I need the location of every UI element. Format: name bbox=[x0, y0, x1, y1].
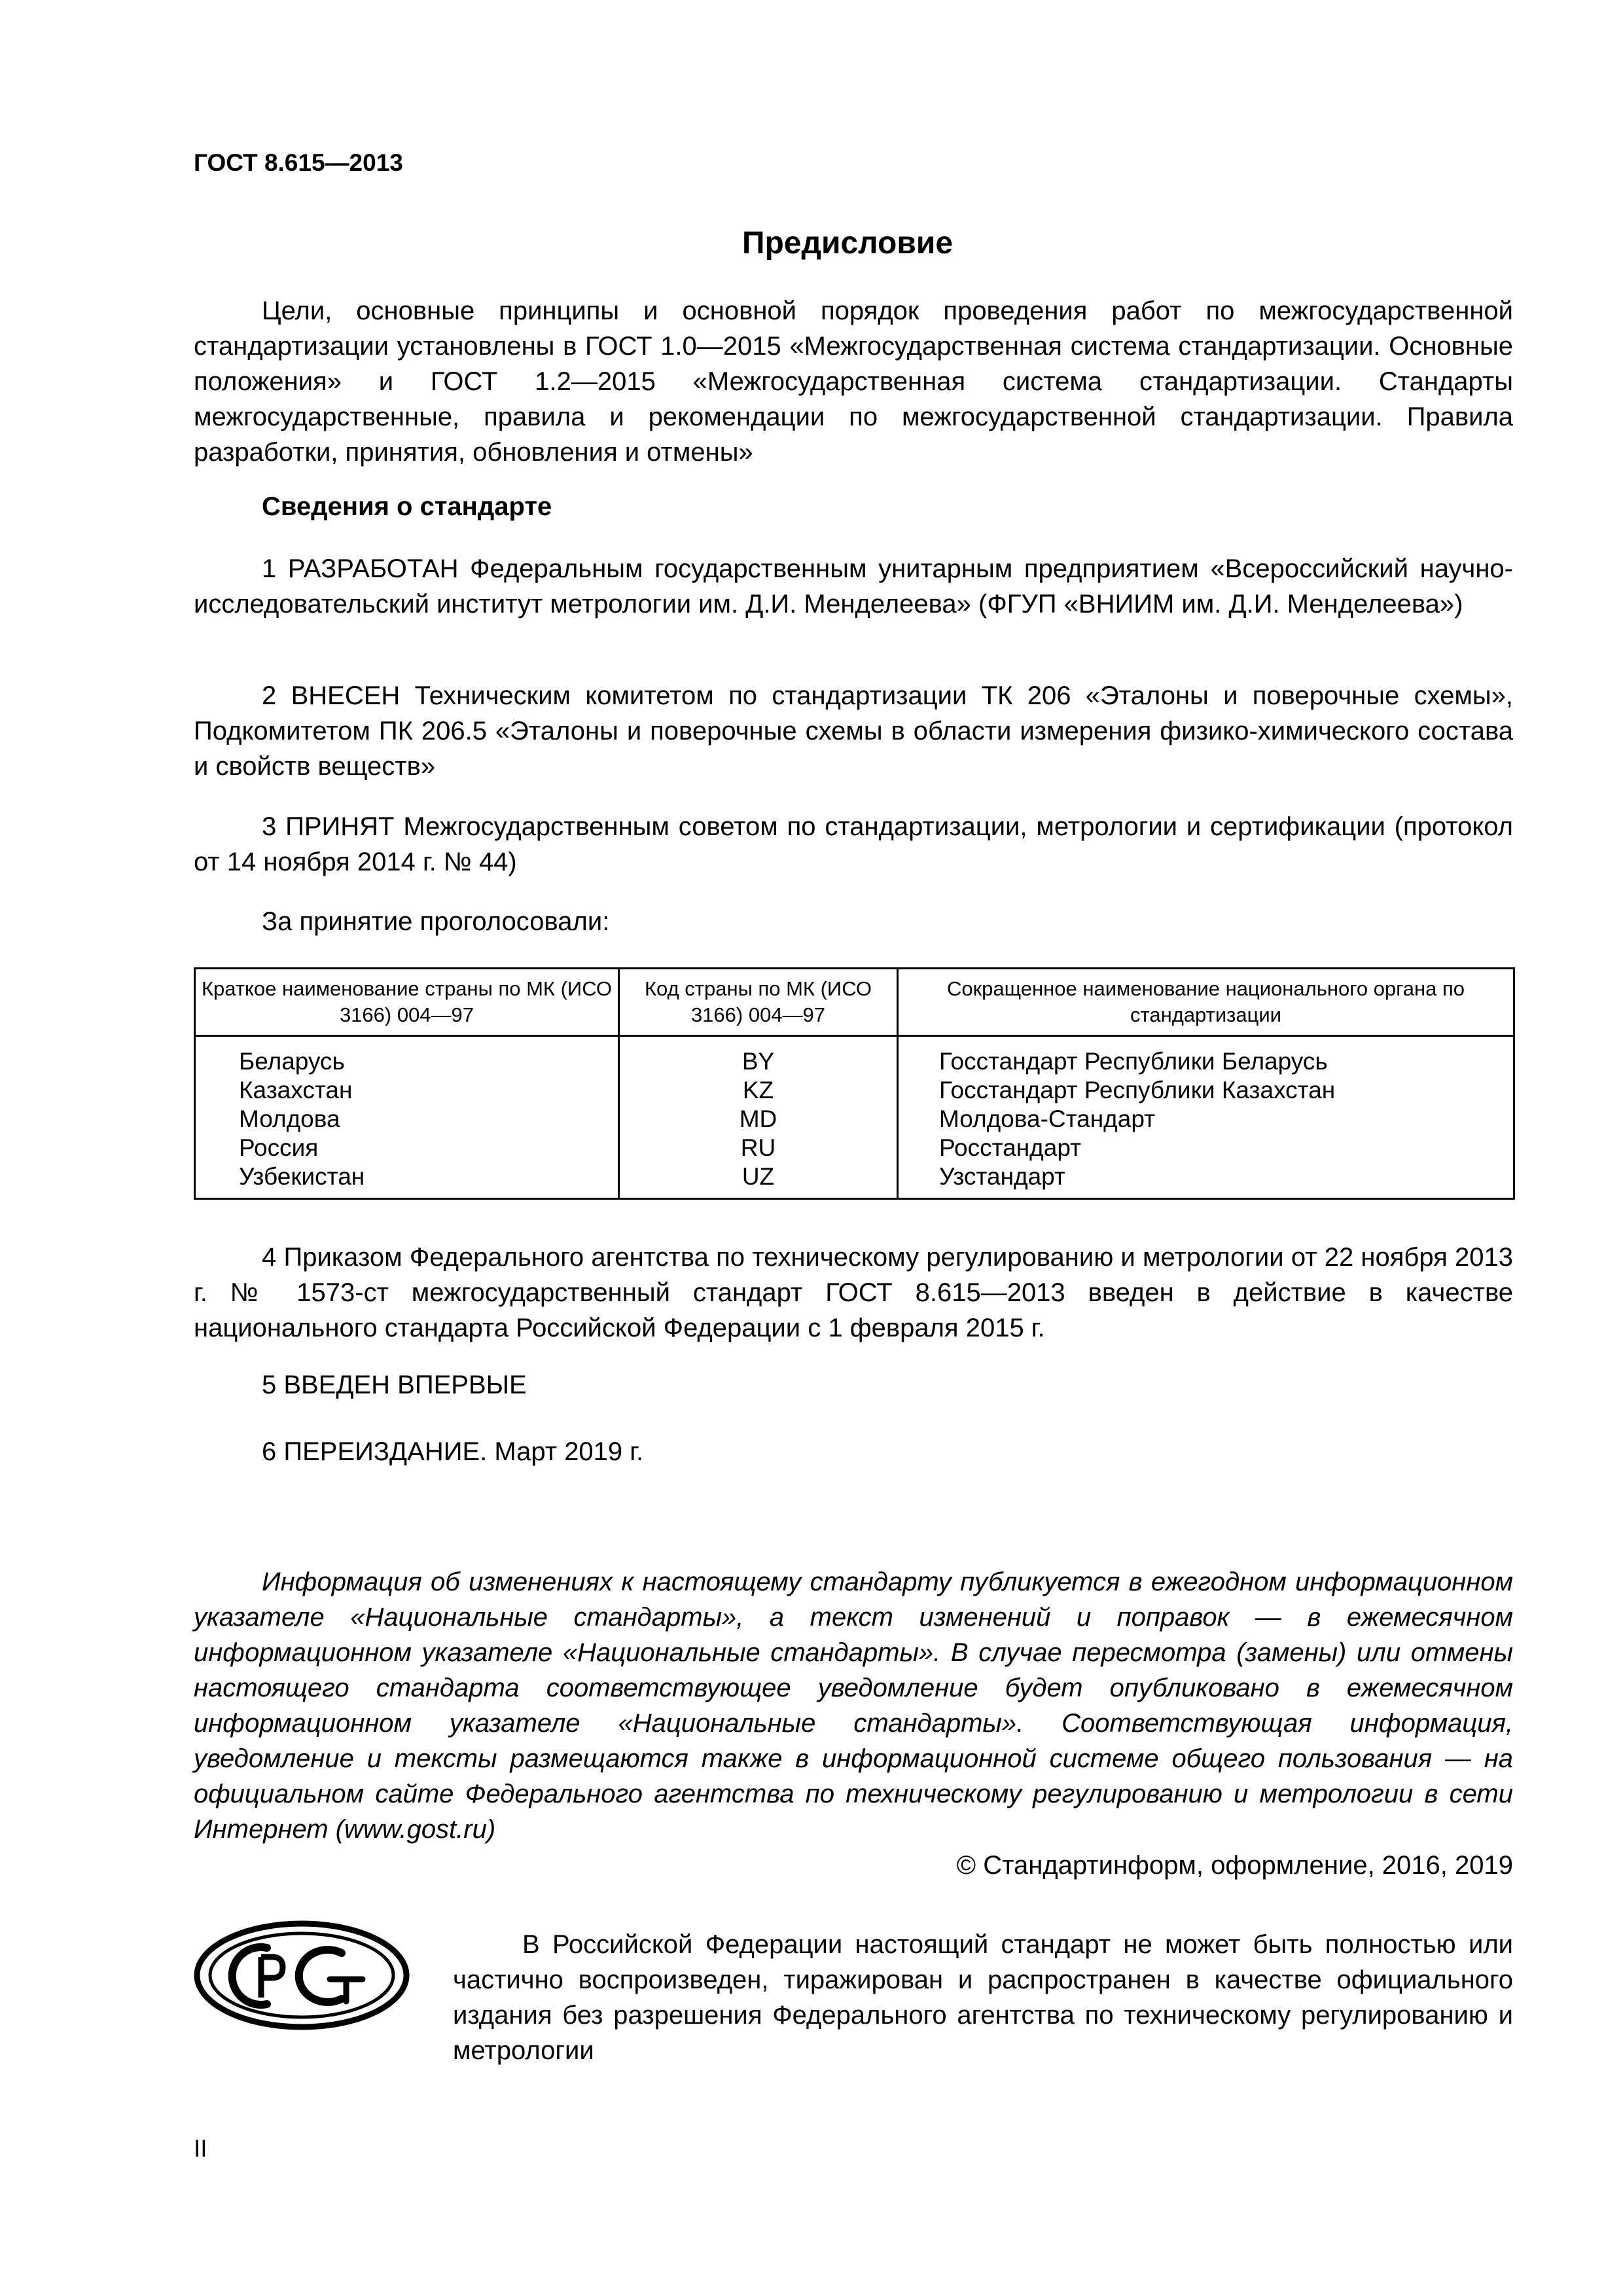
code-cell: BY bbox=[619, 1036, 898, 1077]
body-cell: Узстандарт bbox=[939, 1163, 1065, 1190]
country-cell: Казахстан bbox=[195, 1076, 619, 1105]
table-row bbox=[195, 1134, 1514, 1162]
voted-label: За принятие проголосовали: bbox=[262, 907, 610, 936]
table-row bbox=[195, 1076, 1514, 1105]
item-order: 4 Приказом Федерального агентства по техническому регулированию и метрологии от 22 ноября 2013 г. № 1573-ст межгосударственный стандарт ГОСТ 8.615—2013 введен в действие в качестве национального стандарта Российской Федерации с 1 февраля 2015 г. bbox=[194, 1243, 1513, 1342]
country-cell: Узбекистан bbox=[195, 1162, 619, 1199]
changes-info-notice: Информация об изменениях к настоящему стандарту публикуется в ежегодном информационном указателе «Национальные стандарты», а текст изменений и поправок — в ежемесячном информационном указателе «Национальные стандарты». В случае пересмотра (замены) или отмены настоящего стандарта соответствующее уведомление будет опубликовано в ежемесячном информационном указателе «Национальные стандарты». Соответствующая информация, уведомление и тексты размещаются также в информационной системе общего пользования — на официальном сайте Федерального агентства по техническому регулированию и метрологии в сети Интернет (www.gost.ru) bbox=[194, 1568, 1513, 1844]
page-number: II bbox=[194, 2135, 207, 2162]
country-cell: Россия bbox=[195, 1134, 619, 1162]
code-cell: RU bbox=[619, 1134, 898, 1162]
voting-table bbox=[194, 967, 1515, 1200]
item-introduced: 2 ВНЕСЕН Техническим комитетом по стандартизации ТК 206 «Эталоны и поверочные схемы», Подкомитетом ПК 206.5 «Эталоны и поверочные схемы в области измерения физико-химического состава и свойств веществ» bbox=[194, 681, 1513, 781]
copyright-legal-notice: В Российской Федерации настоящий стандарт не может быть полностью или частично воспроизведен, тиражирован и распространен в качестве официального издания без разрешения Федерального агентства по техническому регулированию и метрологии bbox=[453, 1930, 1513, 2065]
header-country: Краткое наименование страны по МК (ИСО 3166) 004—97 bbox=[195, 969, 619, 1036]
table-row bbox=[195, 1105, 1514, 1134]
country-cell: Молдова bbox=[195, 1105, 619, 1134]
table-row bbox=[195, 1036, 1514, 1077]
page-title: Предисловие bbox=[741, 226, 954, 260]
code-cell: MD bbox=[619, 1105, 898, 1134]
info-heading: Сведения о стандарте bbox=[262, 492, 552, 521]
item-reissue: 6 ПЕРЕИЗДАНИЕ. Март 2019 г. bbox=[262, 1437, 644, 1466]
header-code: Код страны по МК (ИСО 3166) 004—97 bbox=[619, 969, 898, 1036]
code-cell: UZ bbox=[619, 1162, 898, 1199]
country-cell: Беларусь bbox=[195, 1036, 619, 1077]
body-cell: Молдова-Стандарт bbox=[939, 1105, 1156, 1132]
item-first-introduced: 5 ВВЕДЕН ВПЕРВЫЕ bbox=[262, 1371, 527, 1399]
standard-code-header: ГОСТ 8.615—2013 bbox=[194, 149, 403, 176]
copyright-line: © Стандартинформ, оформление, 2016, 2019 bbox=[956, 1851, 1513, 1880]
intro-paragraph: Цели, основные принципы и основной порядок проведения работ по межгосударственной стандартизации установлены в ГОСТ 1.0—2015 «Межгосударственная система стандартизации. Основные положения» и ГОСТ 1.2—2015 «Межгосударственная система стандартизации. Стандарты межгосударственные, правила и рекомендации по межгосударственной стандартизации. Правила разработки, принятия, обновления и отмены» bbox=[194, 296, 1513, 467]
header-national-body: Сокращенное наименование национального органа по стандартизации bbox=[898, 969, 1514, 1036]
body-cell: Росстандарт bbox=[939, 1134, 1082, 1161]
table-header-row bbox=[195, 969, 1514, 1036]
body-cell: Госстандарт Республики Казахстан bbox=[939, 1077, 1336, 1103]
rst-certification-logo-icon bbox=[194, 1920, 410, 2030]
body-cell: Госстандарт Республики Беларусь bbox=[939, 1048, 1328, 1075]
item-developed: 1 РАЗРАБОТАН Федеральным государственным унитарным предприятием «Всероссийский научно-исследовательский институт метрологии им. Д.И. Менделеева» (ФГУП «ВНИИМ им. Д.И. Менделеева») bbox=[194, 554, 1513, 619]
code-cell: KZ bbox=[619, 1076, 898, 1105]
table-row bbox=[195, 1162, 1514, 1199]
item-adopted: 3 ПРИНЯТ Межгосударственным советом по стандартизации, метрологии и сертификации (протокол от 14 ноября 2014 г. № 44) bbox=[194, 812, 1513, 876]
